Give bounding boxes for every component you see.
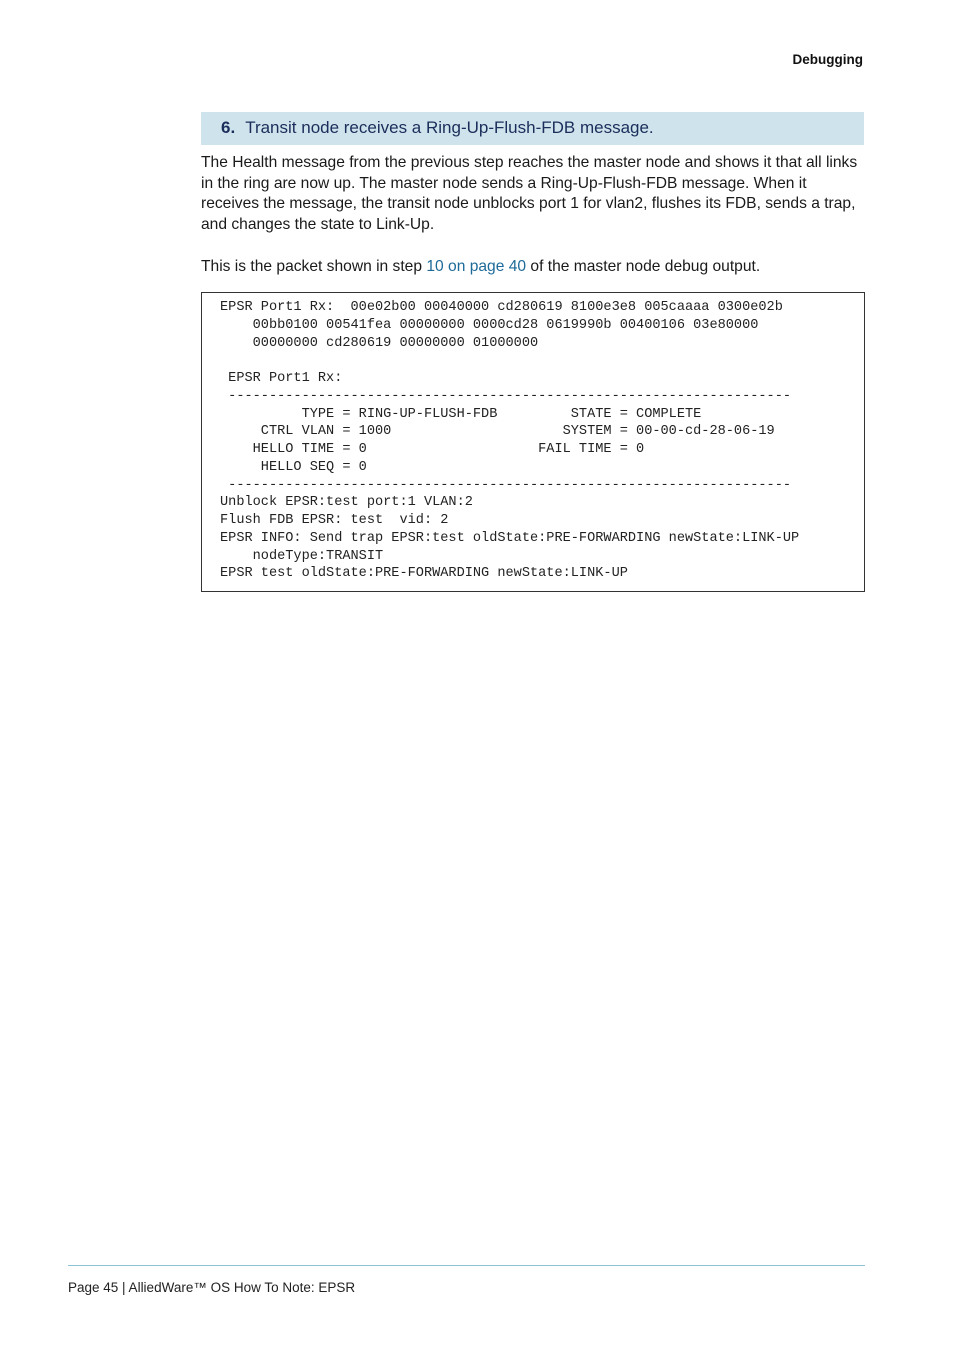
code-line: EPSR INFO: Send trap EPSR:test oldState:PRE-FORWARDING newState:LINK-UP [220,530,800,546]
code-line: Unblock EPSR:test port:1 VLAN:2 [220,495,473,511]
code-line: Flush FDB EPSR: test vid: 2 [220,513,449,528]
code-line: nodeType:TRANSIT [220,548,384,564]
debug-output-box [201,292,865,592]
code-line: HELLO TIME = 0 FAIL TIME = 0 [220,442,645,457]
code-line: 00bb0100 00541fea 00000000 0000cd28 0619990b 00400106 03e80000 [220,317,759,333]
code-line: HELLO SEQ = 0 [220,459,367,475]
description-paragraph: The Health message from the previous step reaches the master node and shows it that all links in the ring are now up. The master node sends a Ring-Up-Flush-FDB message. When it receives the message, the transit node unblocks port 1 for vlan2, flushes its FDB, sends a trap, and changes the state to Link-Up. [201,154,858,233]
code-line: EPSR test oldState:PRE-FORWARDING newState:LINK-UP [220,566,628,582]
page-footer: Page 45 | AlliedWare™ OS How To Note: EPSR [68,1280,356,1295]
step-number: 6. [221,118,236,137]
footer-divider [68,1265,865,1266]
code-line: EPSR Port1 Rx: 00e02b00 00040000 cd280619 8100e3e8 005caaaa 0300e02b [220,300,783,315]
page-reference-link[interactable]: 10 on page 40 [426,258,527,275]
code-line: --------------------------------------------------------------------- [220,388,792,404]
code-line: --------------------------------------------------------------------- [220,477,792,493]
code-line: 00000000 cd280619 00000000 01000000 [220,335,539,351]
step-heading [201,112,864,145]
reference-text-after: of the master node debug output. [526,258,761,275]
running-header: Debugging [792,52,863,67]
code-line: CTRL VLAN = 1000 SYSTEM = 00-00-cd-28-06-19 [220,424,775,440]
step-title: Transit node receives a Ring-Up-Flush-FDB message. [245,118,654,137]
reference-paragraph [201,257,864,278]
reference-text-before: This is the packet shown in step [201,258,427,275]
code-line: EPSR Port1 Rx: [220,371,343,386]
code-line: TYPE = RING-UP-FLUSH-FDB STATE = COMPLETE [220,406,702,422]
code-line [220,352,864,370]
